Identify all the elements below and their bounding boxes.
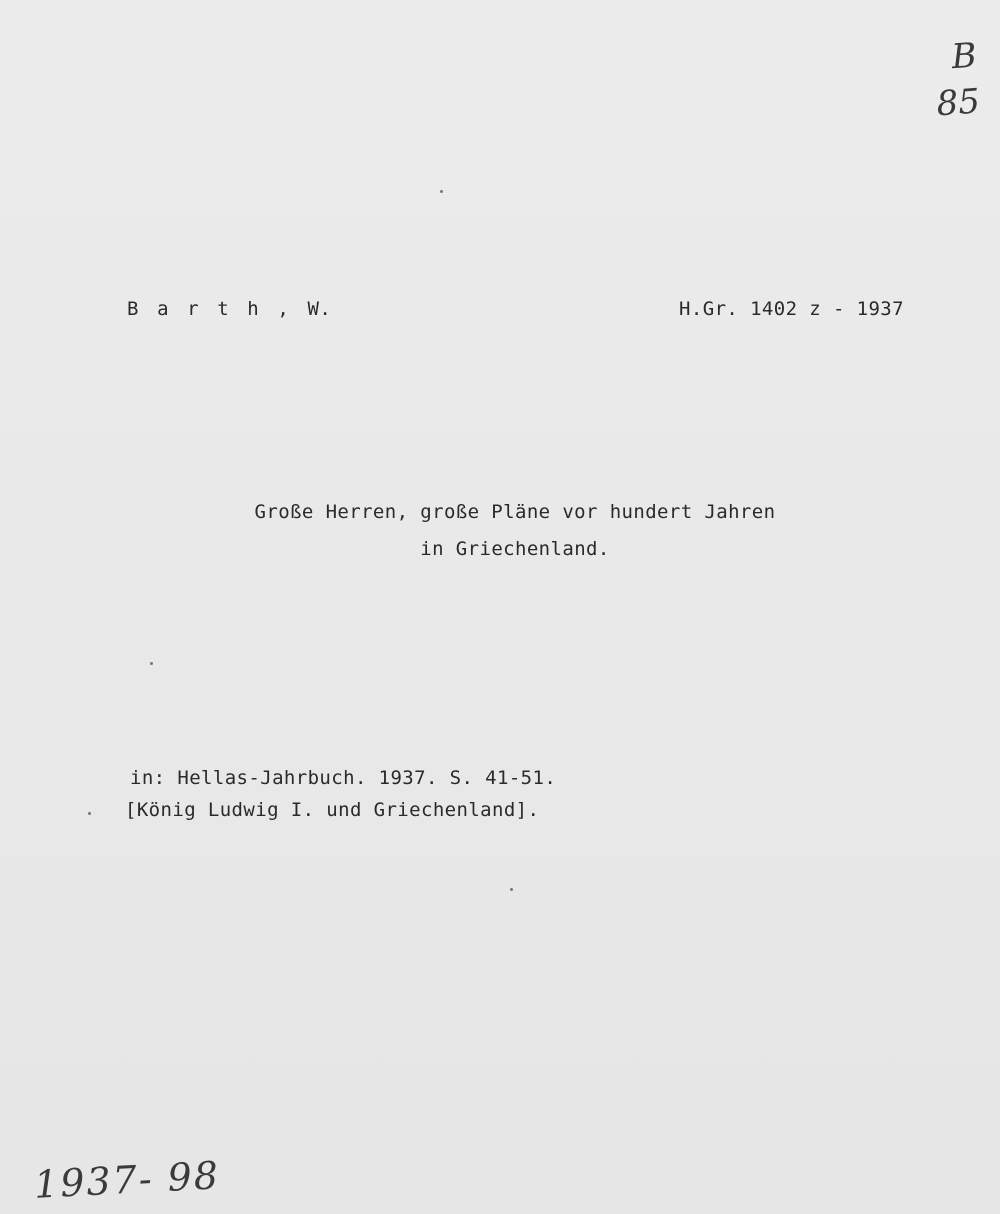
title-line-2: in Griechenland. — [420, 538, 610, 560]
author-separator: , — [277, 298, 293, 320]
author-name: B a r t h — [127, 298, 263, 320]
shelfmark: H.Gr. 1402 z - 1937 — [679, 298, 904, 320]
author-initial: W. — [307, 298, 332, 320]
source-citation: in: Hellas-Jahrbuch. 1937. S. 41-51. — [130, 767, 557, 789]
paper-speck — [440, 190, 443, 193]
handwritten-number-bottom: 1937- 98 — [32, 1153, 222, 1207]
paper-speck — [150, 662, 153, 665]
paper-speck — [510, 888, 513, 891]
handwritten-top-line-1: B — [950, 35, 978, 78]
paper-speck — [88, 812, 91, 815]
bracket-note: [König Ludwig I. und Griechenland]. — [125, 799, 540, 821]
author — [127, 297, 331, 321]
handwritten-number-top — [932, 33, 982, 128]
handwritten-top-line-2: 85 — [934, 81, 981, 125]
title-line-1: Große Herren, große Pläne vor hundert Jahren — [254, 501, 776, 523]
